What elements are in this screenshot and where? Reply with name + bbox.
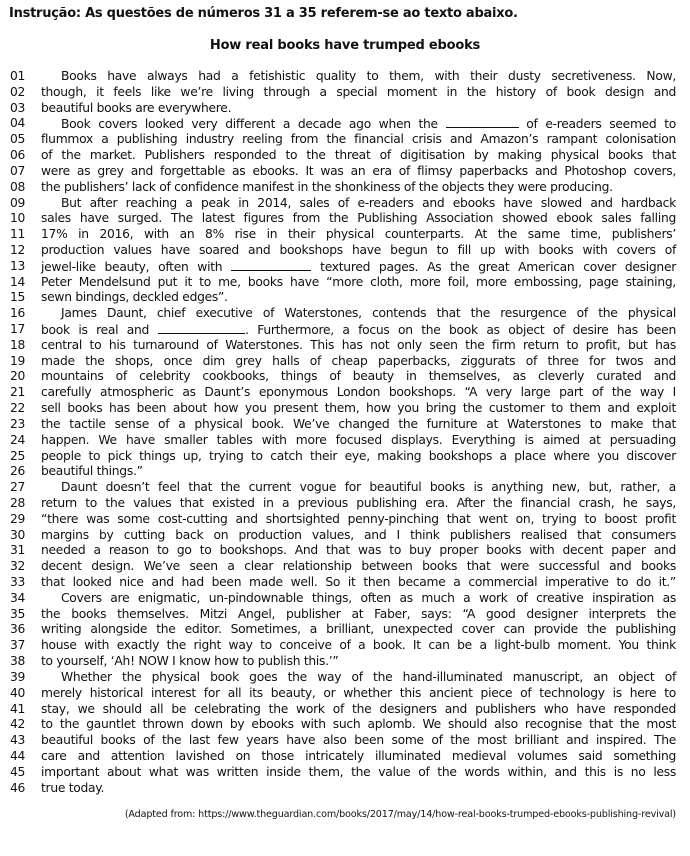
line-number: 24: [10, 432, 26, 447]
line-text: James Daunt, chief executive of Waterstones, contends that the resurgence of the physical: [61, 306, 676, 321]
text-line: [0, 702, 690, 718]
line-text: important about what was written inside them, the value of the words within, and this is no less: [41, 764, 676, 779]
line-text: of the market. Publishers responded to the threat of digitisation by making physical books that: [41, 148, 676, 163]
text-line: [0, 733, 690, 749]
line-text: Book covers looked very different a decade ago when the of e-readers seemed to: [61, 117, 676, 132]
line-text: care and attention lavished on those intricately illuminated medieval volumes said something: [41, 748, 676, 763]
line-number: 25: [10, 448, 26, 463]
text-line: [0, 670, 690, 686]
line-text: 17% in 2016, with an 8% rise in their physical counterparts. At the same time, publishers’: [41, 227, 676, 242]
line-number: 44: [10, 748, 26, 763]
line-text: to yourself, ‘Ah! NOW I know how to publish this.’”: [41, 654, 339, 669]
text-line: [0, 243, 690, 259]
text-line: [0, 322, 690, 338]
text-line: [0, 259, 690, 275]
line-text: Books have always had a fetishistic quality to them, with their dusty secretiveness. Now,: [61, 69, 676, 83]
line-text: the publishers’ lack of confidence manifest in the shonkiness of the objects they were producing.: [41, 179, 613, 194]
line-text: decent design. We’ve seen a clear relationship between books that were successful and books: [41, 559, 676, 574]
line-number: 02: [10, 84, 26, 99]
line-number: 38: [10, 654, 26, 669]
line-text: made the shops, once dim grey halls of cheap paperbacks, ziggurats of three for twos and: [41, 353, 676, 368]
line-text: Covers are enigmatic, un-pindownable things, often as much a work of creative inspiration as: [61, 590, 676, 605]
line-text: Peter Mendelsund put it to me, books have “more cloth, more foil, more embossing, page staining,: [41, 274, 676, 289]
line-text: Daunt doesn’t feel that the current vogue for beautiful books is anything new, but, rather, a: [61, 480, 676, 495]
text-line: [0, 290, 690, 306]
line-number: 29: [10, 511, 26, 526]
fill-in-blank: [446, 116, 519, 128]
line-number: 39: [10, 669, 26, 684]
text-line: [0, 275, 690, 291]
article-title: How real books have trumped ebooks: [209, 38, 481, 53]
line-number: 31: [10, 543, 26, 558]
line-number: 07: [10, 163, 26, 178]
text-line: [0, 638, 690, 654]
line-number: 40: [10, 685, 26, 700]
line-text: people to pick things up, trying to catch their eye, making bookshops a place where you discover: [41, 448, 676, 463]
line-text: though, it feels like we’re living through a special moment in the history of book design and: [41, 84, 676, 99]
text-line: [0, 559, 690, 575]
line-number: 17: [10, 322, 26, 336]
line-number: 03: [10, 100, 26, 115]
text-line: [0, 369, 690, 385]
text-line: [0, 211, 690, 227]
text-line: [0, 765, 690, 781]
line-text: central to his turnaround of Waterstones. This has not only seen the firm return to profit, but has: [41, 337, 676, 352]
text-line: [0, 686, 690, 702]
line-number: 05: [10, 132, 26, 147]
line-number: 36: [10, 622, 26, 637]
text-line: [0, 480, 690, 496]
text-line: [0, 196, 690, 212]
article-body: [0, 69, 690, 796]
line-number: 33: [10, 575, 26, 589]
line-number: 18: [10, 337, 26, 352]
line-number: 42: [10, 717, 26, 732]
line-number: 14: [10, 274, 26, 289]
line-text: carefully atmospheric as Daunt’s eponymous London bookshops. “A very large part of the way I: [41, 385, 676, 400]
text-line: [0, 306, 690, 322]
text-line: [0, 148, 690, 164]
line-text: Whether the physical book goes the way of the hand-illuminated manuscript, an object of: [61, 669, 676, 684]
line-number: 45: [10, 764, 26, 779]
text-line: [0, 69, 690, 85]
line-text: true today.: [41, 780, 105, 795]
text-line: [0, 607, 690, 623]
text-line: [0, 781, 690, 797]
text-line: [0, 85, 690, 101]
line-text: production values have soared and bookshops have begun to fill up with books with covers of: [41, 242, 676, 257]
line-number: 28: [10, 495, 26, 510]
line-text: book is real and . Furthermore, a focus on the book as object of desire has been: [41, 323, 676, 337]
line-number: 43: [10, 733, 26, 748]
text-line: [0, 180, 690, 196]
text-line: [0, 401, 690, 417]
text-line: [0, 338, 690, 354]
line-number: 23: [10, 416, 26, 431]
text-line: [0, 433, 690, 449]
text-line: [0, 575, 690, 591]
line-number: 04: [10, 116, 26, 131]
line-text: sales have surged. The latest figures from the Publishing Association showed ebook sales falling: [41, 211, 676, 226]
text-line: [0, 132, 690, 148]
text-line: [0, 116, 690, 132]
line-text: happen. We have smaller tables with more focused displays. Everything is aimed at persuading: [41, 432, 676, 447]
text-line: [0, 622, 690, 638]
line-text: the books themselves. Mitzi Angel, publisher at Faber, says: “A good designer interprets the: [41, 606, 676, 621]
line-number: 27: [10, 480, 26, 495]
line-number: 10: [10, 211, 26, 226]
line-text: beautiful books of the last few years have also been some of the most brilliant and inspired. The: [41, 733, 676, 748]
line-text: beautiful things.”: [41, 464, 143, 479]
line-text: “there was some cost-cutting and shortsighted penny-pinching that went on, trying to boost profit: [41, 511, 676, 526]
text-line: [0, 464, 690, 480]
text-line: [0, 354, 690, 370]
text-line: [0, 164, 690, 180]
text-line: [0, 654, 690, 670]
line-number: 19: [10, 353, 26, 368]
line-number: 30: [10, 527, 26, 542]
text-line: [0, 512, 690, 528]
line-text: sewn bindings, deckled edges”.: [41, 290, 228, 305]
text-line: [0, 385, 690, 401]
line-number: 20: [10, 369, 26, 384]
line-text: merely historical interest for all its beauty, or whether this ancient piece of technology is here to: [41, 685, 676, 700]
instruction-heading: Instrução: As questões de números 31 a 35 referem-se ao texto abaixo.: [9, 6, 518, 21]
line-text: margins by cutting back on production values, and I think publishers realised that consumers: [41, 527, 676, 542]
text-line: [0, 528, 690, 544]
source-citation: (Adapted from: https://www.theguardian.com/books/2017/may/14/how-real-books-trumped-ebooks-publishing-revival): [124, 809, 676, 820]
text-line: [0, 496, 690, 512]
line-text: that looked nice and had been made well. So it then became a commercial imperative to do it.”: [41, 575, 676, 589]
text-line: [0, 417, 690, 433]
text-line: [0, 449, 690, 465]
line-text: sell books has been about how you present them, how you bring the customer to them and exploit: [41, 401, 676, 416]
text-line: [0, 543, 690, 559]
line-text: But after reaching a peak in 2014, sales of e-readers and ebooks have slowed and hardback: [61, 195, 676, 210]
line-number: 21: [10, 385, 26, 400]
fill-in-blank: [158, 322, 246, 334]
line-text: mountains of celebrity cookbooks, things of beauty in themselves, as cleverly curated and: [41, 369, 676, 384]
line-text: the tactile sense of a physical book. We’ve changed the furniture at Waterstones to make that: [41, 416, 676, 431]
line-number: 16: [10, 306, 26, 321]
line-number: 15: [10, 290, 26, 305]
line-text: needed a reason to go to bookshops. And that was to buy proper books with decent paper and: [41, 543, 676, 558]
text-line: [0, 101, 690, 117]
text-line: [0, 591, 690, 607]
line-number: 41: [10, 701, 26, 716]
text-line: [0, 717, 690, 733]
line-text: jewel-like beauty, often with textured pages. As the great American cover designer: [41, 259, 676, 274]
line-number: 11: [10, 227, 26, 242]
line-number: 13: [10, 258, 26, 273]
line-text: writing alongside the editor. Sometimes, a brilliant, unexpected cover can provide the publishing: [41, 622, 676, 637]
text-line: [0, 749, 690, 765]
line-number: 46: [10, 780, 26, 795]
line-number: 37: [10, 638, 26, 653]
line-text: house with exactly the right way to conceive of a book. It can be a light-bulb moment. You think: [41, 638, 676, 653]
line-number: 08: [10, 179, 26, 194]
line-text: beautiful books are everywhere.: [41, 100, 232, 115]
line-number: 09: [10, 195, 26, 210]
line-text: were as grey and forgettable as ebooks. It was an era of flimsy paperbacks and Photoshop covers,: [41, 163, 676, 178]
fill-in-blank: [231, 259, 311, 271]
line-number: 12: [10, 242, 26, 257]
line-number: 22: [10, 401, 26, 416]
line-number: 34: [10, 590, 26, 605]
line-number: 26: [10, 464, 26, 479]
line-text: to the gauntlet thrown down by ebooks with such aplomb. We should also recognise that the most: [41, 717, 676, 732]
line-number: 01: [10, 69, 26, 83]
line-text: stay, we should all be celebrating the work of the designers and publishers who have responded: [41, 701, 676, 716]
text-line: [0, 227, 690, 243]
line-text: flummox a publishing industry reeling from the financial crisis and Amazon’s rampant colonisation: [41, 132, 676, 147]
line-number: 06: [10, 148, 26, 163]
line-number: 32: [10, 559, 26, 574]
line-text: return to the values that existed in a previous publishing era. After the financial crash, he says,: [41, 495, 676, 510]
line-number: 35: [10, 606, 26, 621]
